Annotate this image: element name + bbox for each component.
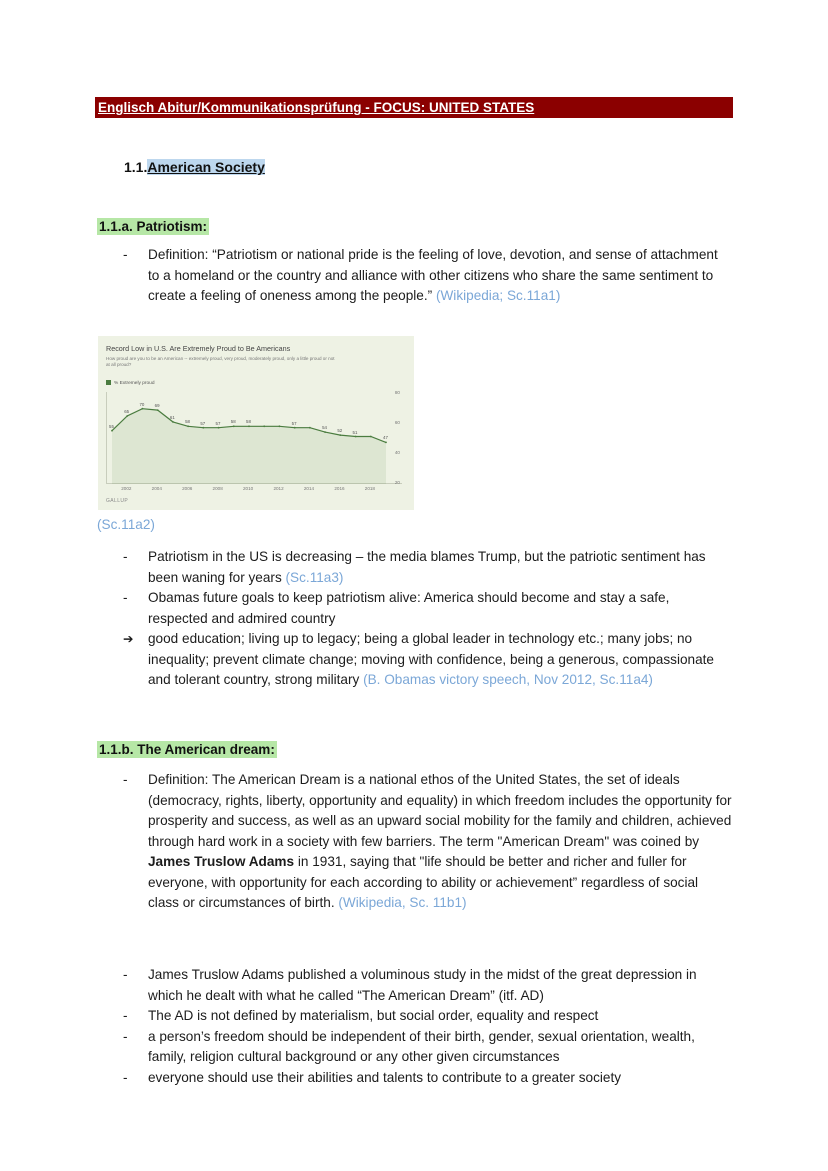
- list-item: [120, 1068, 730, 1089]
- dash-bullet-icon: -: [123, 772, 128, 787]
- list-item-text: [148, 247, 718, 303]
- chart-ytick-80: 80: [394, 390, 400, 395]
- chart-data-label: 47: [383, 435, 388, 441]
- list-item-text: [148, 1029, 695, 1065]
- chart-xtick: 2012: [273, 486, 284, 491]
- chart-data-label: 57: [215, 420, 221, 426]
- list-item-text: [148, 590, 669, 626]
- patriotism-definition-list: [120, 245, 730, 307]
- chart-data-label: 51: [352, 429, 358, 435]
- list-item: [120, 588, 730, 629]
- chart-data-label: 58: [185, 419, 190, 425]
- dash-bullet-icon: -: [123, 549, 128, 564]
- chart-title: Record Low in U.S. Are Extremely Proud to Be Americans: [106, 344, 291, 353]
- chart-caption: (Sc.11a2): [97, 517, 155, 532]
- body-text: Patriotism in the US is decreasing – the media blames Trump, but the patriotic sentiment has been waning for years: [148, 549, 706, 585]
- chart-xtick: 2010: [243, 486, 254, 491]
- document-title-bar: [95, 97, 733, 118]
- chart-data-label: 69: [154, 403, 160, 409]
- list-item: [120, 770, 732, 914]
- heading-number: 1.1.: [124, 159, 148, 175]
- dash-bullet-icon: -: [123, 1028, 128, 1044]
- body-text: Definition: “Patriotism or national pride is the feeling of love, devotion, and sense of attachment to a homeland or the country and alliance with other citizens who share the same sentiment to create a feeling of oneness among the people.”: [148, 247, 718, 303]
- chart-xtick: 2006: [182, 486, 193, 491]
- body-text: good education; living up to legacy; being a global leader in technology etc.; many jobs; no inequality; prevent climate change; moving with confidence, being a generous, compassionate and tolerant country, strong military: [148, 631, 714, 687]
- dream-points-list: [120, 965, 730, 1088]
- chart-plot-area: [106, 392, 402, 484]
- dash-bullet-icon: -: [123, 590, 128, 605]
- patriotism-points-list: [120, 547, 730, 691]
- body-text: Obamas future goals to keep patriotism alive: America should become and stay a safe, respected and admired country: [148, 590, 670, 626]
- dash-bullet-icon: -: [123, 967, 128, 982]
- list-item-text: [148, 1008, 598, 1023]
- list-item-text: [148, 1070, 621, 1085]
- chart-data-label: 52: [337, 428, 343, 434]
- chart-xtick: 2014: [303, 486, 315, 491]
- gallup-chart: [98, 336, 414, 510]
- chart-line-series: [106, 392, 402, 484]
- chart-data-label: 70: [139, 401, 145, 407]
- list-item: [120, 245, 730, 307]
- body-text: Definition: The American Dream is a national ethos of the United States, the set of ideals (democracy, rights, liberty, opportunity and equality) in which freedom includes the opportunity for prosperity and success, as well as an upward social mobility for the family and children, achieved through hard work in a society with few barriers. The term "American Dream" was coined by: [148, 772, 732, 849]
- source-reference: (Sc.11a3): [285, 569, 344, 585]
- chart-ytick-40: 40: [394, 450, 400, 455]
- emphasis-text: James Truslow Adams: [148, 854, 295, 869]
- list-item-text: [148, 772, 732, 910]
- list-item-text: [148, 967, 697, 1003]
- chart-xtick: 2002: [121, 486, 132, 491]
- chart-data-label: 54: [322, 425, 327, 431]
- body-text: everyone should use their abilities and talents to contribute to a greater society: [148, 1069, 622, 1085]
- chart-legend: [106, 380, 155, 386]
- body-text: in 1931, saying that "life should be better and richer and fuller for everyone, with opportunity for each according to ability or achievement” regardless of social class or circumstances of birth.: [148, 854, 699, 910]
- chart-subtitle: How proud are you to be an American -- extremely proud, very proud, moderately proud, only a little proud or not at all proud?: [106, 356, 335, 367]
- dash-bullet-icon: -: [123, 247, 128, 262]
- source-reference: (Wikipedia, Sc. 11b1): [338, 895, 467, 910]
- heading-american-dream: 1.1.b. The American dream:: [99, 742, 275, 757]
- chart-data-label: 55: [109, 423, 114, 429]
- legend-label: % Extremely proud: [114, 380, 155, 386]
- dash-bullet-icon: -: [123, 1008, 128, 1023]
- chart-ytick-20: 20: [394, 480, 400, 485]
- heading-patriotism: 1.1.a. Patriotism:: [99, 219, 208, 234]
- source-reference: (B. Obamas victory speech, Nov 2012, Sc.11a4): [363, 672, 653, 687]
- dream-definition-list: [120, 770, 732, 914]
- chart-data-label: 61: [169, 414, 175, 420]
- chart-source: GALLUP: [106, 498, 129, 504]
- heading-label: American Society: [147, 159, 265, 175]
- document-title: Englisch Abitur/Kommunikationsprüfung - FOCUS: UNITED STATES: [98, 100, 535, 115]
- source-reference: (Wikipedia; Sc.11a1): [435, 288, 561, 303]
- body-text: The AD is not defined by materialism, but social order, equality and respect: [148, 1008, 599, 1023]
- list-item: [120, 1006, 730, 1027]
- chart-x-tick-labels: [106, 486, 402, 496]
- arrow-icon: ➔: [123, 632, 134, 646]
- body-text: a person’s freedom should be independent of their birth, gender, sexual orientation, wealth, family, religion cultural background or any other given circumstances: [148, 1028, 695, 1064]
- chart-ytick-60: 60: [394, 420, 400, 425]
- list-item-text: [148, 631, 714, 687]
- dash-bullet-icon: -: [123, 1069, 128, 1085]
- chart-xtick: 2018: [364, 486, 375, 491]
- chart-xtick: 2016: [334, 486, 345, 491]
- list-item: [120, 965, 730, 1006]
- chart-data-label: 57: [200, 420, 206, 426]
- chart-xtick: 2004: [151, 486, 162, 491]
- list-item: [120, 1027, 730, 1068]
- heading-american-society: [124, 159, 265, 175]
- list-item: [120, 547, 730, 588]
- chart-data-label: 58: [230, 419, 236, 425]
- body-text: James Truslow Adams published a voluminous study in the midst of the great depression in which he dealt with what he called “The American Dream” (itf. AD): [148, 967, 697, 1003]
- list-item: [120, 629, 730, 691]
- chart-data-label: 58: [246, 419, 251, 425]
- chart-xtick: 2008: [212, 486, 223, 491]
- list-item-text: [148, 549, 706, 585]
- chart-data-label: 57: [291, 420, 297, 426]
- chart-data-label: 65: [124, 409, 130, 414]
- legend-swatch: [106, 380, 111, 385]
